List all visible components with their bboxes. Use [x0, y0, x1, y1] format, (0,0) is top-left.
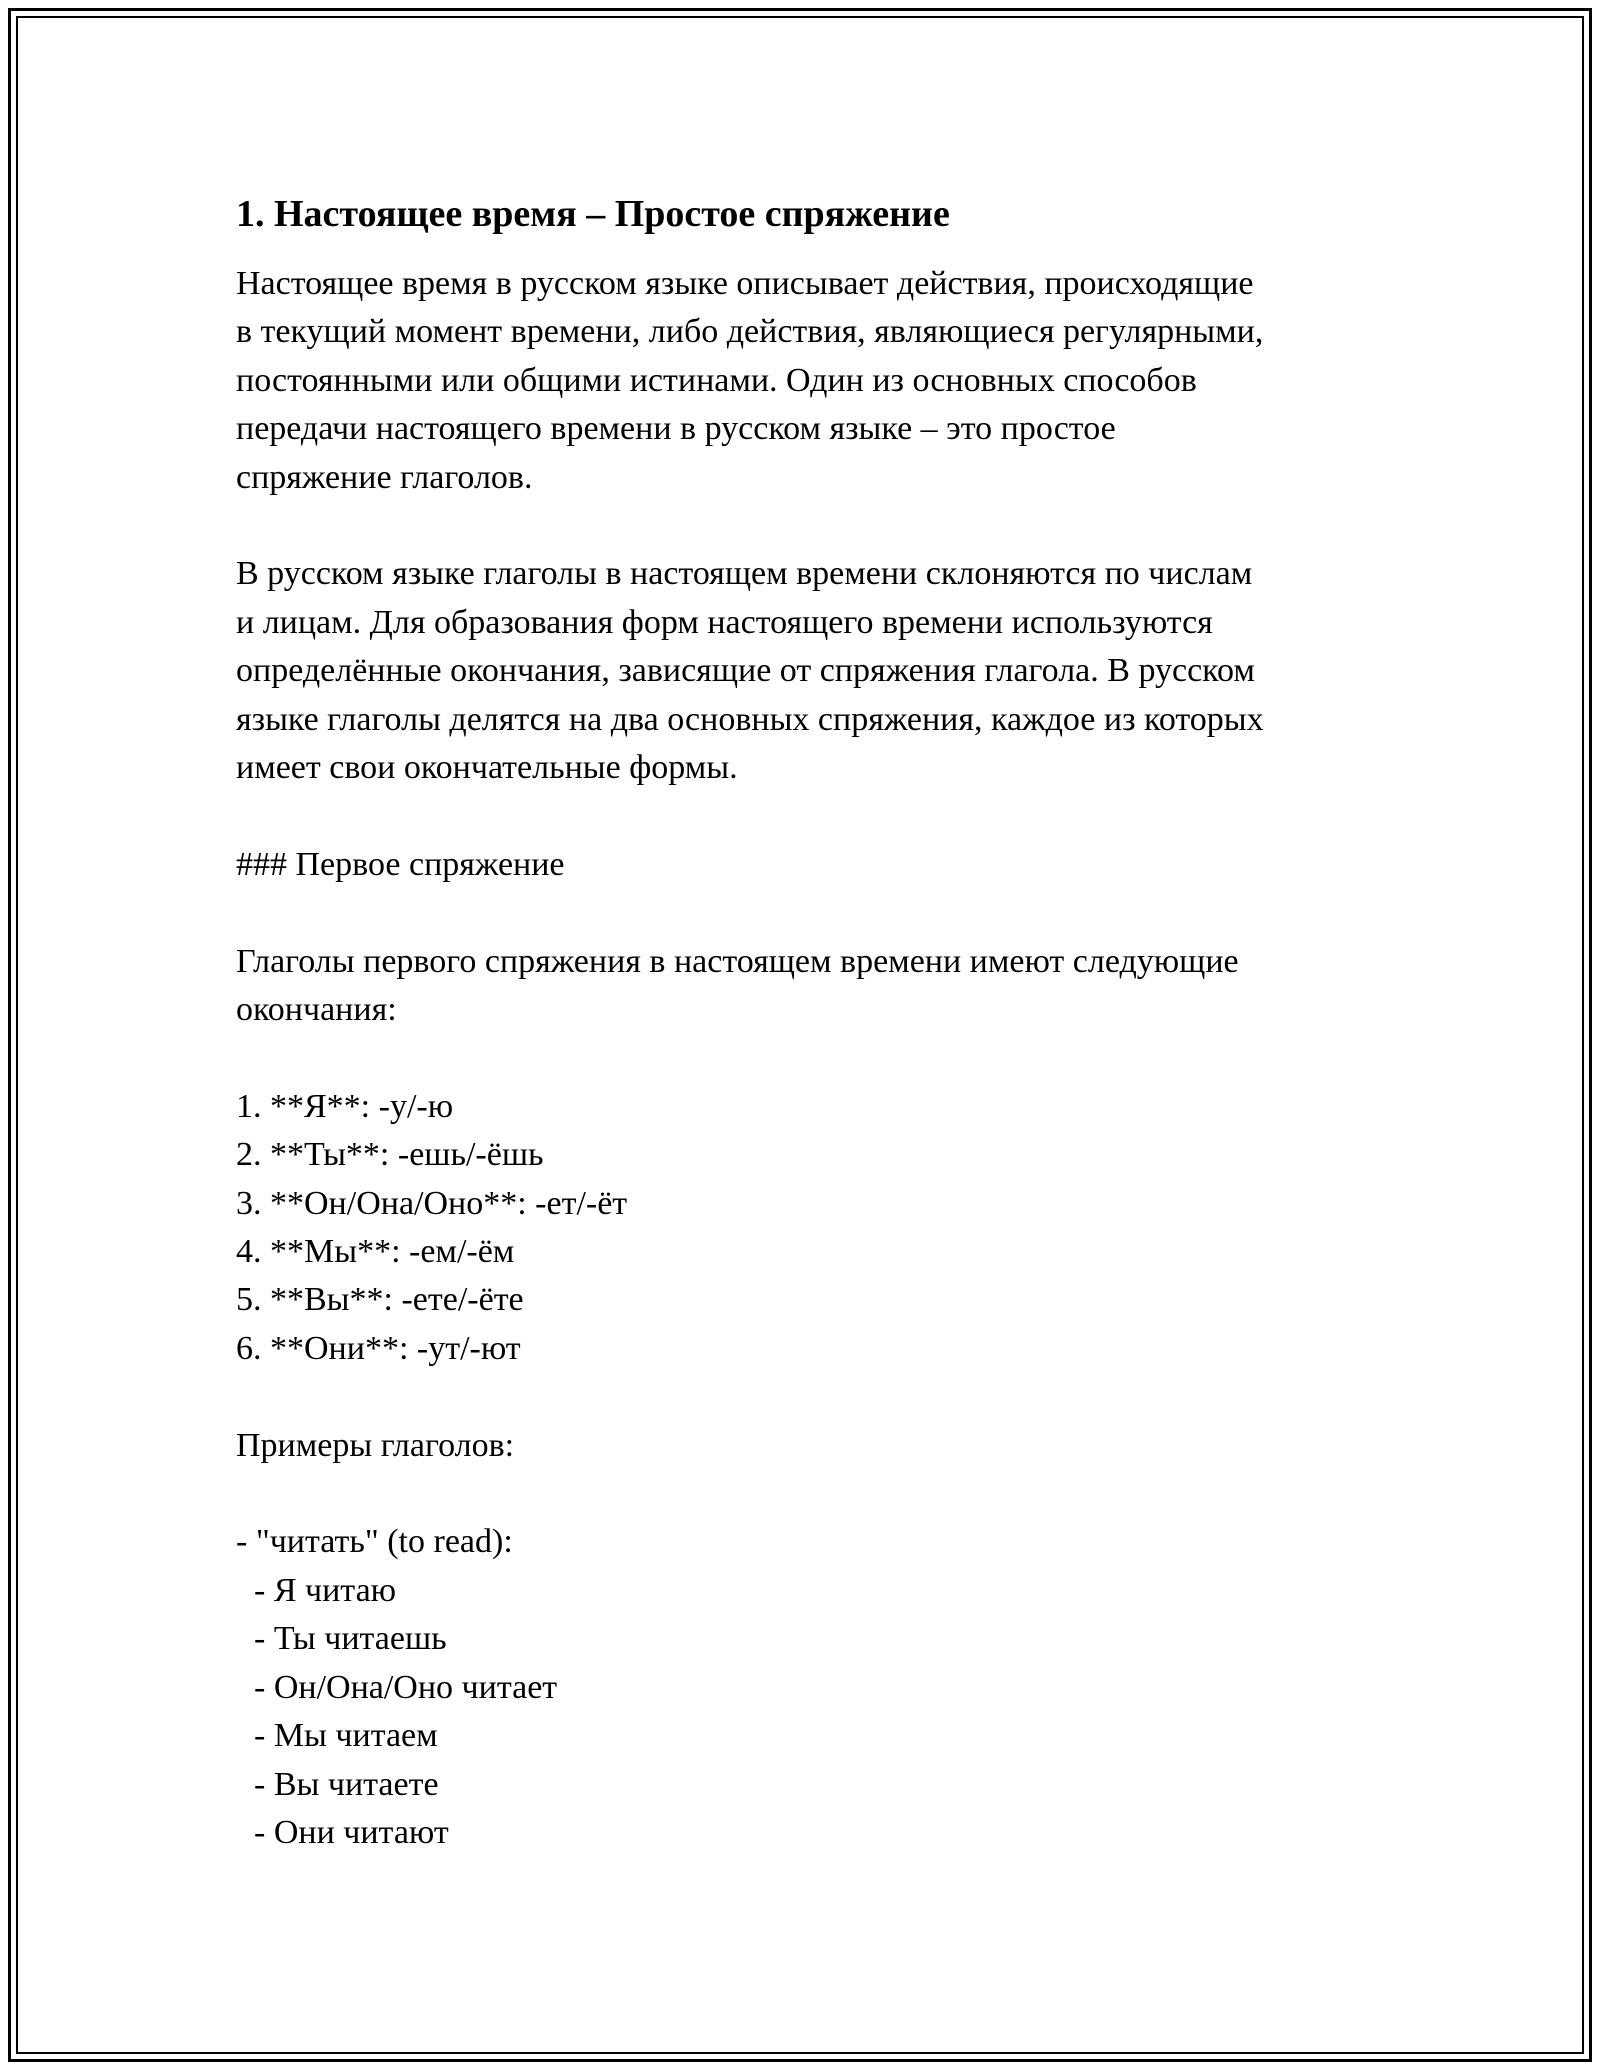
- paragraph-1: [236, 260, 1376, 502]
- examples-label: Примеры глаголов:: [236, 1426, 515, 1464]
- examples-list: [236, 1518, 1376, 1857]
- paragraph-line: Глаголы первого спряжения в настоящем времени имеют следующие: [236, 942, 1239, 980]
- paragraph-line: языке глаголы делятся на два основных спряжения, каждое из которых: [236, 700, 1264, 738]
- list-item: - Он/Она/Оно читает: [254, 1668, 558, 1706]
- list-item: - Мы читаем: [254, 1717, 438, 1755]
- subheading: ### Первое спряжение: [236, 845, 565, 883]
- paragraph-line: окончания:: [236, 991, 397, 1029]
- endings-list: [236, 1083, 1376, 1373]
- paragraph-line: Настоящее время в русском языке описывает действия, происходящие: [236, 265, 1254, 302]
- list-item: - Ты читаешь: [254, 1620, 447, 1658]
- endings-intro: [236, 938, 1376, 1035]
- paragraph-2: [236, 550, 1376, 792]
- example-verb: - "читать" (to read):: [236, 1523, 513, 1561]
- paragraph-line: определённые окончания, зависящие от спряжения глагола. В русском: [236, 652, 1255, 690]
- list-item: - Вы читаете: [254, 1765, 439, 1803]
- list-item: - Я читаю: [254, 1571, 397, 1609]
- list-item: 4. **Мы**: -ем/-ём: [236, 1233, 515, 1271]
- paragraph-line: имеет свои окончательные формы.: [236, 749, 738, 787]
- list-item: 6. **Они**: -ут/-ют: [236, 1329, 521, 1367]
- paragraph-line: и лицам. Для образования форм настоящего времени используются: [236, 603, 1213, 641]
- list-item: 2. **Ты**: -ешь/-ёшь: [236, 1136, 544, 1174]
- list-item: 3. **Он/Она/Оно**: -ет/-ёт: [236, 1184, 628, 1222]
- paragraph-line: спряжение глаголов.: [236, 458, 533, 496]
- list-item: 1. **Я**: -у/-ю: [236, 1087, 454, 1125]
- document-body: [236, 184, 1376, 1857]
- list-item: - Они читают: [254, 1813, 449, 1851]
- paragraph-line: постоянными или общими истинами. Один из основных способов: [236, 361, 1197, 399]
- list-item: 5. **Вы**: -ете/-ёте: [236, 1281, 524, 1319]
- paragraph-line: В русском языке глаголы в настоящем времени склоняются по числам: [236, 555, 1253, 593]
- paragraph-line: в текущий момент времени, либо действия, являющиеся регулярными,: [236, 313, 1264, 351]
- paragraph-line: передачи настоящего времени в русском языке – это простое: [236, 410, 1116, 448]
- page-title: 1. Настоящее время – Простое спряжение: [236, 193, 950, 235]
